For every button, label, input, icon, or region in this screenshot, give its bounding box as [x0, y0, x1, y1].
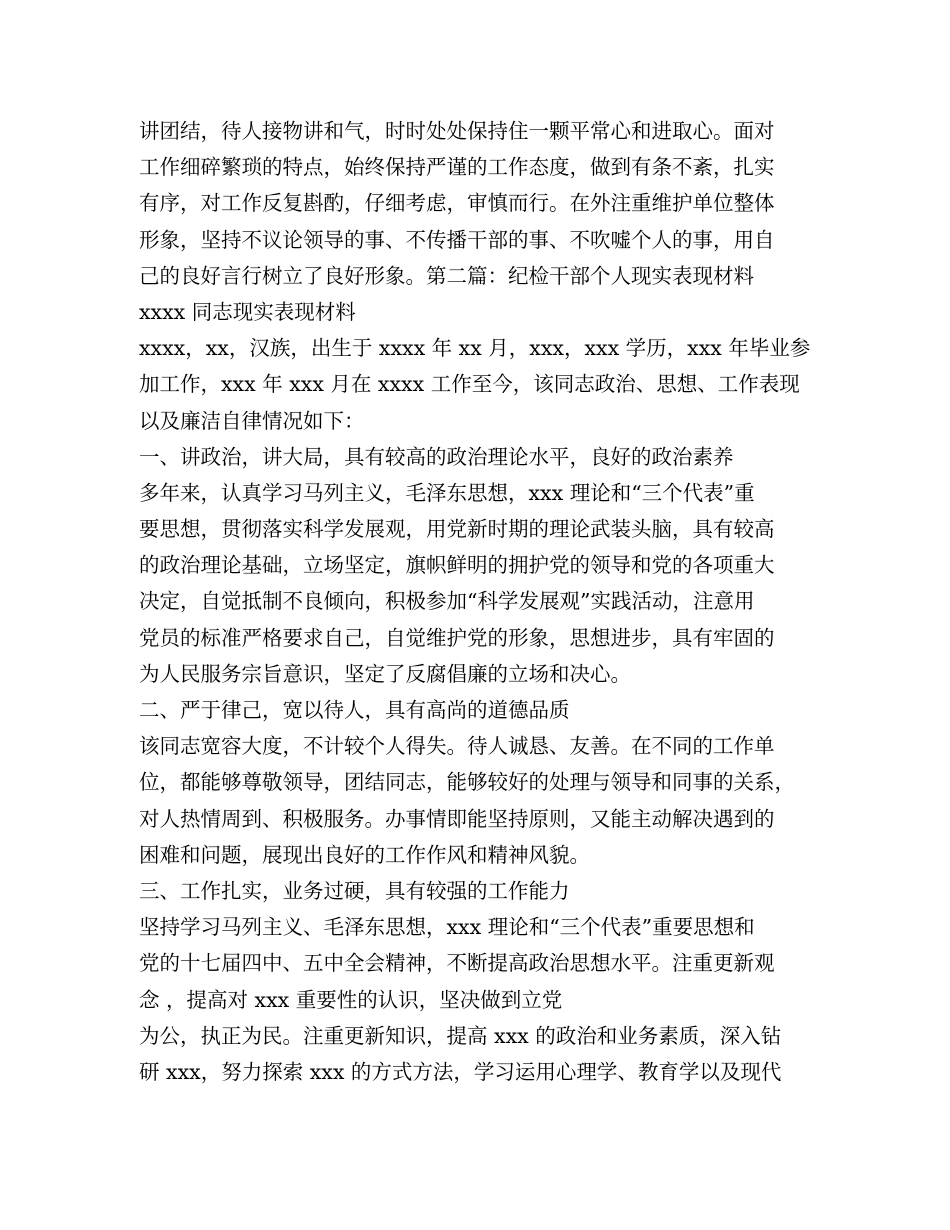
- text-line: 工作细碎繁琐的特点，始终保持严谨的工作态度，做到有条不紊，扎实: [139, 155, 775, 180]
- text-line: 该同志宽容大度，不计较个人得失。待人诚恳、友善。在不同的工作单: [139, 734, 775, 759]
- text-line: 多年来，认真学习马列主义，毛泽东思想，xxx 理论和“三个代表”重: [139, 480, 755, 505]
- section-heading: 二、严于律己，宽以待人，具有高尚的道德品质: [139, 698, 570, 722]
- text-line: 党员的标准严格要求自己，自觉维护党的形象，思想进步，具有牢固的: [139, 625, 775, 650]
- text-line: 以及廉洁自律情况如下：: [139, 408, 365, 433]
- text-line: 位，都能够尊敬领导，团结同志，能够较好的处理与领导和同事的关系，: [139, 770, 795, 795]
- text-line: 党的十七届四中、五中全会精神，不断提高政治思想水平。注重更新观: [139, 951, 775, 976]
- text-line: xxxx，xx，汉族，出生于 xxxx 年 xx 月，xxx，xxx 学历，xxx 年毕业参: [139, 336, 811, 361]
- section-heading: 三、工作扎实，业务过硬，具有较强的工作能力: [139, 878, 570, 903]
- text-line: 为公，执正为民。注重更新知识，提高 xxx 的政治和业务素质，深入钻: [139, 1023, 782, 1048]
- text-line: 对人热情周到、积极服务。办事情即能坚持原则，又能主动解决遇到的: [139, 806, 775, 831]
- text-line: 困难和问题，展现出良好的工作作风和精神风貌。: [139, 842, 590, 867]
- text-line: 要思想，贯彻落实科学发展观，用党新时期的理论武装头脑，具有较高: [139, 517, 775, 542]
- text-line: 为人民服务宗旨意识，坚定了反腐倡廉的立场和决心。: [139, 661, 631, 686]
- text-line: 加工作，xxx 年 xxx 月在 xxxx 工作至今，该同志政治、思想、工作表现: [139, 372, 800, 397]
- section-title: xxxx 同志现实表现材料: [139, 299, 356, 324]
- text-line: 念 ，提高对 xxx 重要性的认识，坚决做到立党: [139, 987, 563, 1012]
- text-line: 讲团结，待人接物讲和气，时时处处保持住一颗平常心和进取心。面对: [139, 119, 775, 143]
- text-line: 的政治理论基础，立场坚定，旗帜鲜明的拥护党的领导和党的各项重大: [139, 553, 775, 578]
- text-line: 研 xxx，努力探索 xxx 的方式方法，学习运用心理学、教育学以及现代: [139, 1059, 782, 1084]
- text-line: 决定，自觉抵制不良倾向，积极参加“科学发展观”实践活动，注意用: [139, 589, 755, 614]
- document-body: [139, 113, 839, 1090]
- text-line: 有序，对工作反复斟酌，仔细考虑，审慎而行。在外注重维护单位整体: [139, 191, 775, 216]
- text-line: 形象，坚持不议论领导的事、不传播干部的事、不吹嘘个人的事，用自: [139, 227, 775, 252]
- text-line: 己的良好言行树立了良好形象。第二篇：纪检干部个人现实表现材料: [139, 263, 754, 288]
- text-line: 坚持学习马列主义、毛泽东思想，xxx 理论和“三个代表”重要思想和: [139, 915, 755, 940]
- section-heading: 一、讲政治，讲大局，具有较高的政治理论水平，良好的政治素养: [139, 444, 734, 469]
